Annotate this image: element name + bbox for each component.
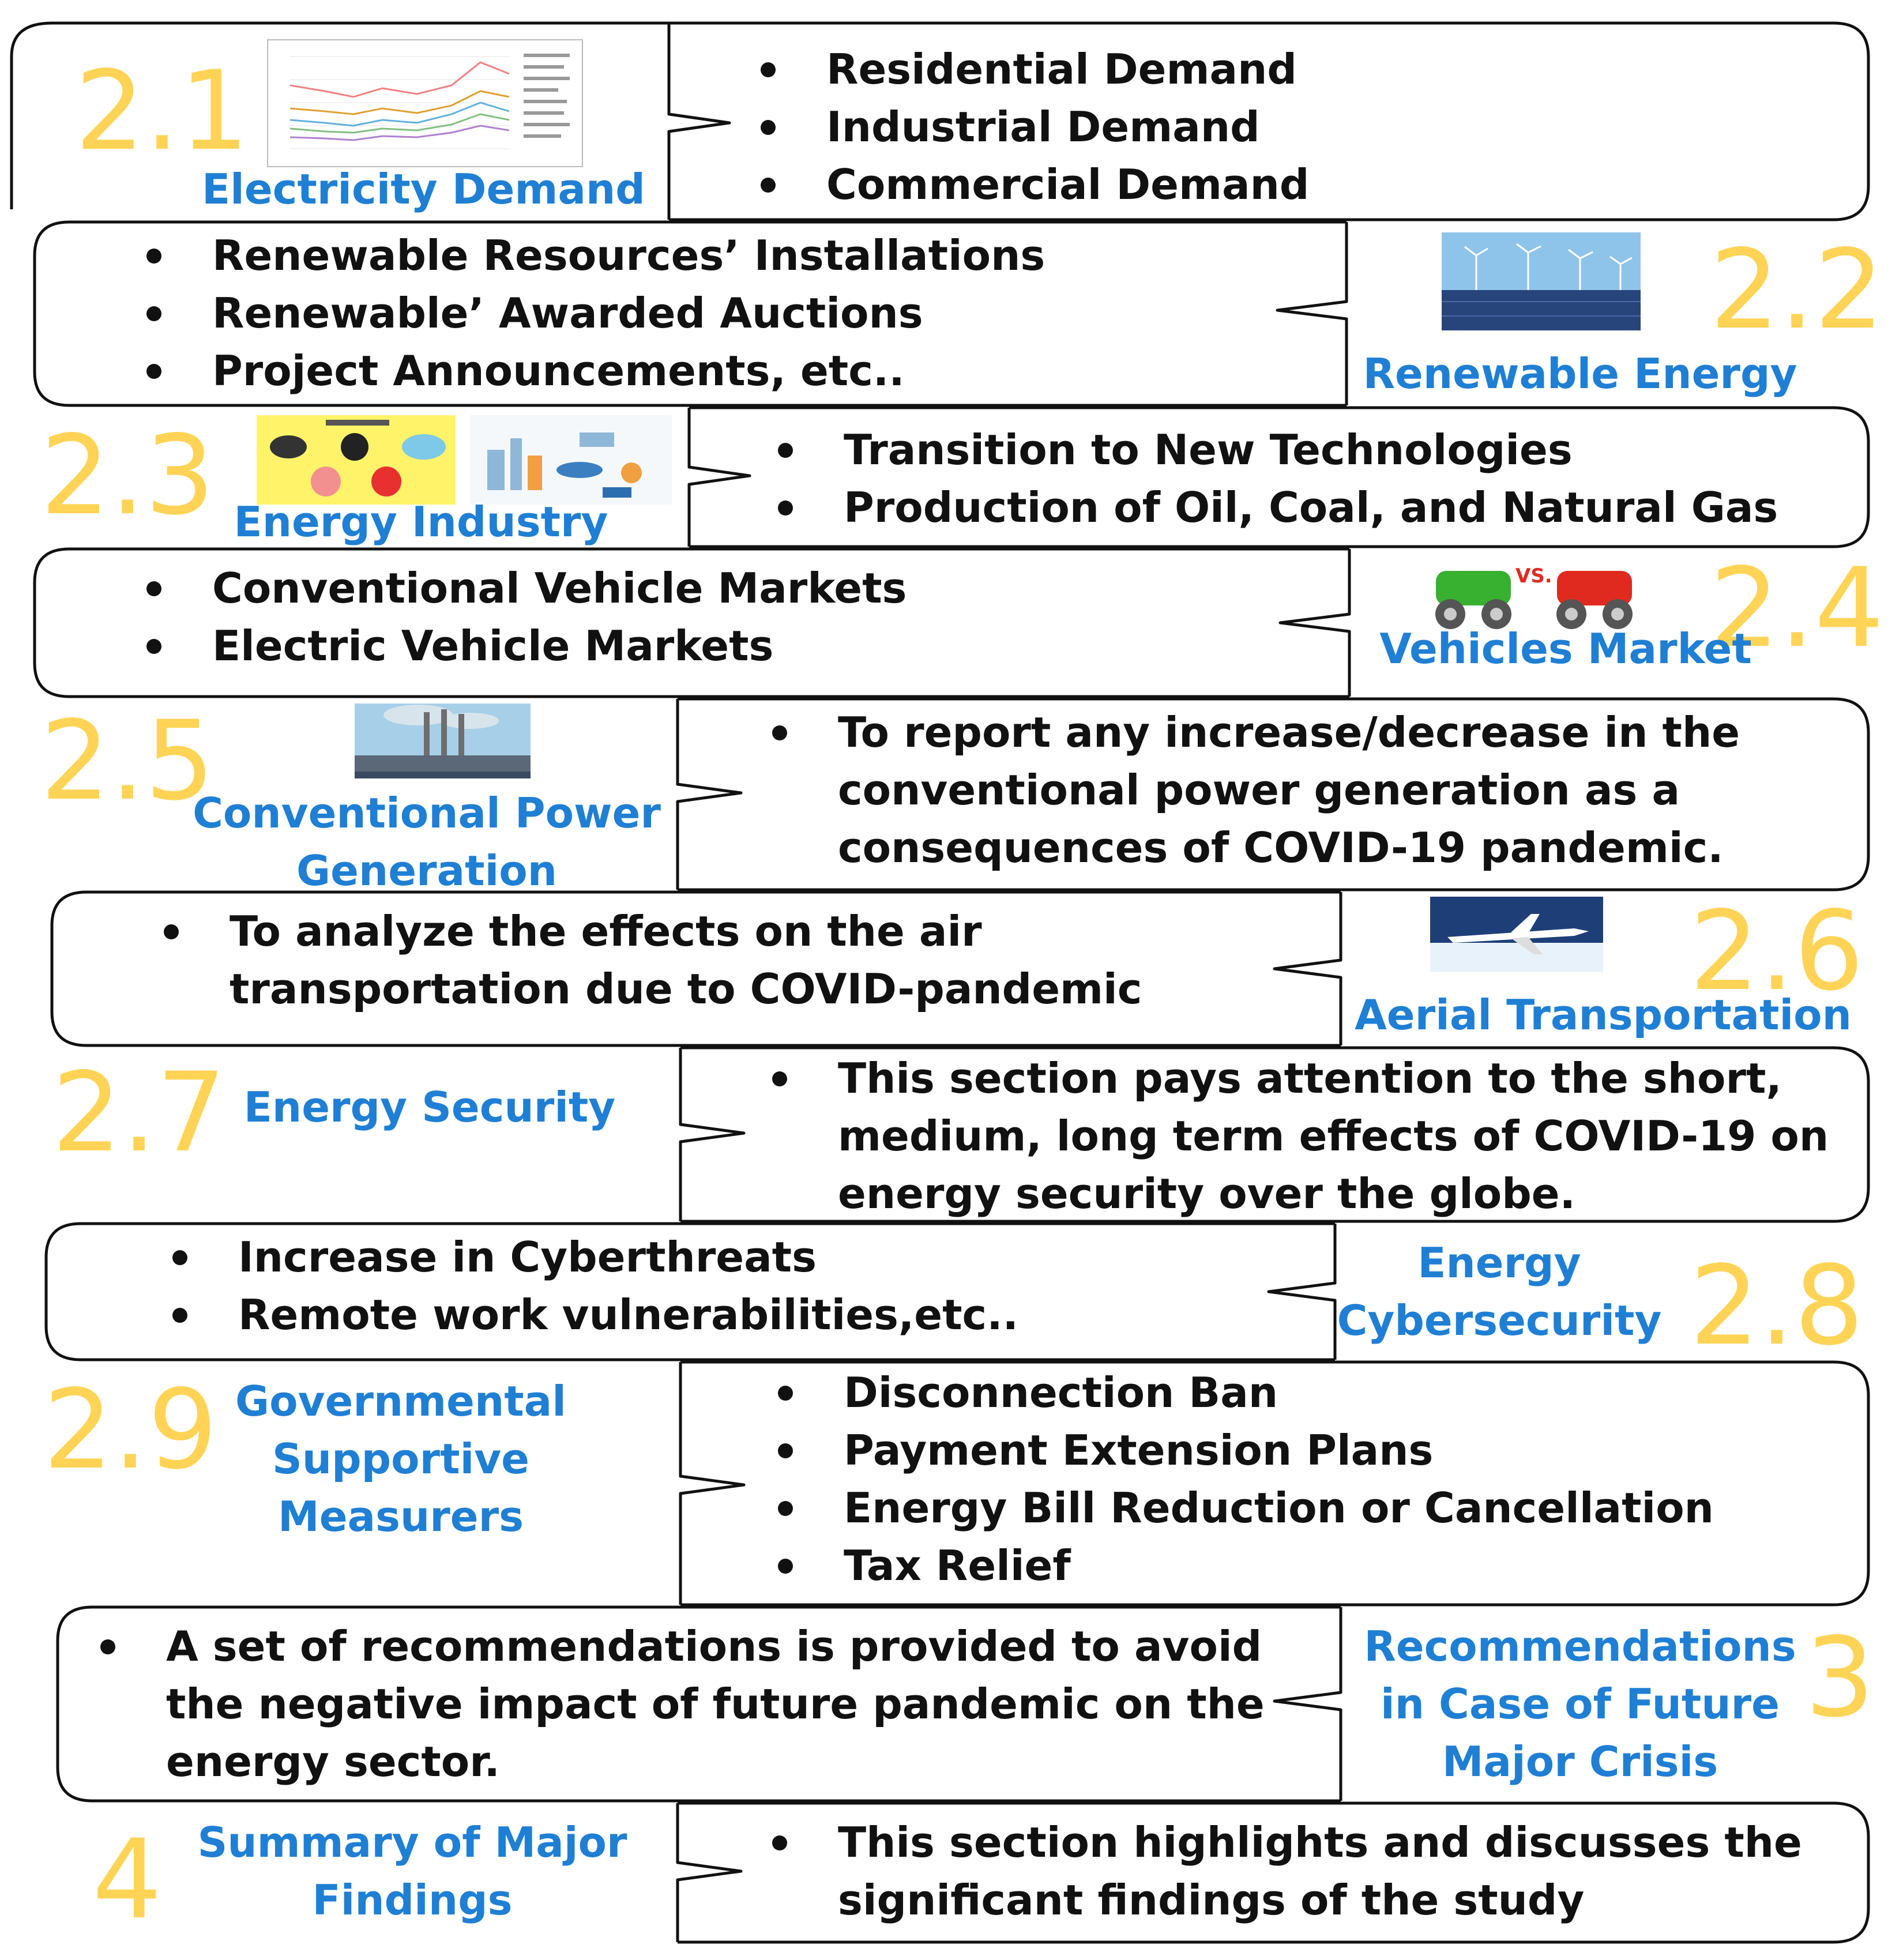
section-title: Aerial Transportation (1355, 991, 1852, 1039)
list-item: Disconnection Ban (770, 1364, 1714, 1421)
section-title-line: Governmental (235, 1377, 566, 1425)
bullet-list (164, 1228, 1018, 1344)
list-item: Conventional Vehicle Markets (138, 559, 907, 617)
section-number: 2.6 (1690, 887, 1864, 1015)
section-title-line: in Case of Future (1381, 1680, 1780, 1728)
airplane-icon (1430, 897, 1603, 972)
section-title-line: Major Crisis (1442, 1737, 1718, 1786)
list-item: energy sector. (166, 1737, 500, 1786)
bullet-list (764, 704, 1740, 876)
list-item: Production of Oil, Coal, and Natural Gas (770, 479, 1778, 536)
section-2-1 (0, 22, 1888, 221)
list-item: Renewable’ Awarded Auctions (138, 284, 1045, 342)
list-item: Industrial Demand (753, 98, 1309, 156)
section-title-line: Energy (1417, 1239, 1581, 1287)
bullet-list (764, 1814, 1802, 1929)
section-2-2 (0, 221, 1888, 407)
list-item: consequences of COVID-19 pandemic. (838, 823, 1724, 872)
section-2-4 (0, 544, 1888, 698)
list-item: Transition to New Technologies (770, 421, 1778, 479)
list-item: Remote work vulnerabilities,etc.. (164, 1286, 1018, 1344)
list-item: Tax Relief (770, 1537, 1714, 1594)
list-item: Commercial Demand (753, 156, 1309, 213)
list-item: To analyze the effects on the air (156, 902, 1142, 960)
section-2-8 (0, 1222, 1888, 1370)
wind-solar-farm-icon (1442, 232, 1641, 330)
section-2-5 (0, 697, 1888, 895)
power-plant-icon (355, 704, 531, 778)
list-item: significant findings of the study (838, 1876, 1585, 1924)
vs-label: VS. (1515, 565, 1552, 588)
section-title-line: Supportive (272, 1435, 530, 1483)
bullet-list (753, 40, 1309, 213)
bullet-list (92, 1617, 1265, 1790)
bullet-list (138, 227, 1045, 400)
section-title-line: Conventional Power (193, 789, 661, 837)
bullet-list (770, 1364, 1714, 1594)
list-item: Increase in Cyberthreats (164, 1228, 1018, 1286)
section-number: 2.4 (1710, 544, 1885, 672)
section-title-line: Recommendations (1364, 1622, 1796, 1671)
list-item: Payment Extension Plans (770, 1421, 1714, 1479)
section-title-line: Measurers (278, 1492, 524, 1541)
list-item: Residential Demand (753, 40, 1309, 98)
section-number: 2.1 (75, 47, 250, 175)
line-chart-icon (267, 39, 583, 167)
list-item: Renewable Resources’ Installations (138, 227, 1045, 284)
section-2-6 (0, 887, 1888, 1047)
section-title: Energy Security (243, 1083, 616, 1131)
bullet-list (764, 1049, 1829, 1222)
section-number: 2.5 (40, 697, 215, 825)
section-title-line: Findings (312, 1876, 513, 1924)
list-item: This section highlights and discusses the (764, 1814, 1802, 1871)
section-2-9 (0, 1361, 1888, 1606)
list-item: To report any increase/decrease in the (764, 704, 1740, 761)
section-number: 4 (92, 1816, 162, 1943)
list-item: medium, long term effects of COVID-19 on (838, 1112, 1829, 1160)
section-title-line: Summary of Major (197, 1818, 627, 1867)
section-number: 2.3 (40, 412, 215, 539)
section-title: Energy Industry (234, 498, 608, 546)
section-number: 2.9 (43, 1366, 218, 1493)
section-3 (0, 1606, 1888, 1802)
bullet-list (138, 559, 907, 675)
section-title-line: Cybersecurity (1337, 1296, 1662, 1345)
bullet-list (156, 902, 1142, 1018)
section-2-7 (0, 1047, 1888, 1222)
section-title: Renewable Energy (1363, 349, 1797, 398)
list-item: conventional power generation as a (838, 766, 1680, 814)
section-title: Electricity Demand (202, 165, 645, 213)
section-number: 2.2 (1710, 226, 1885, 353)
list-item: transportation due to COVID-pandemic (230, 965, 1142, 1013)
section-number: 3 (1805, 1614, 1875, 1741)
section-number: 2.7 (52, 1049, 227, 1176)
section-4 (0, 1802, 1888, 1943)
section-2-3 (0, 407, 1888, 548)
list-item: the negative impact of future pandemic on the (166, 1680, 1265, 1728)
section-number: 2.8 (1690, 1242, 1864, 1370)
bullet-list (770, 421, 1778, 536)
list-item: Project Announcements, etc.. (138, 342, 1045, 400)
list-item: Electric Vehicle Markets (138, 617, 907, 675)
list-item: energy security over the globe. (838, 1169, 1575, 1218)
list-item: A set of recommendations is provided to avoid (92, 1617, 1265, 1675)
list-item: This section pays attention to the short, (764, 1049, 1829, 1107)
list-item: Energy Bill Reduction or Cancellation (770, 1479, 1714, 1537)
section-title-line: Generation (296, 847, 557, 895)
section-title: Vehicles Market (1379, 625, 1752, 673)
